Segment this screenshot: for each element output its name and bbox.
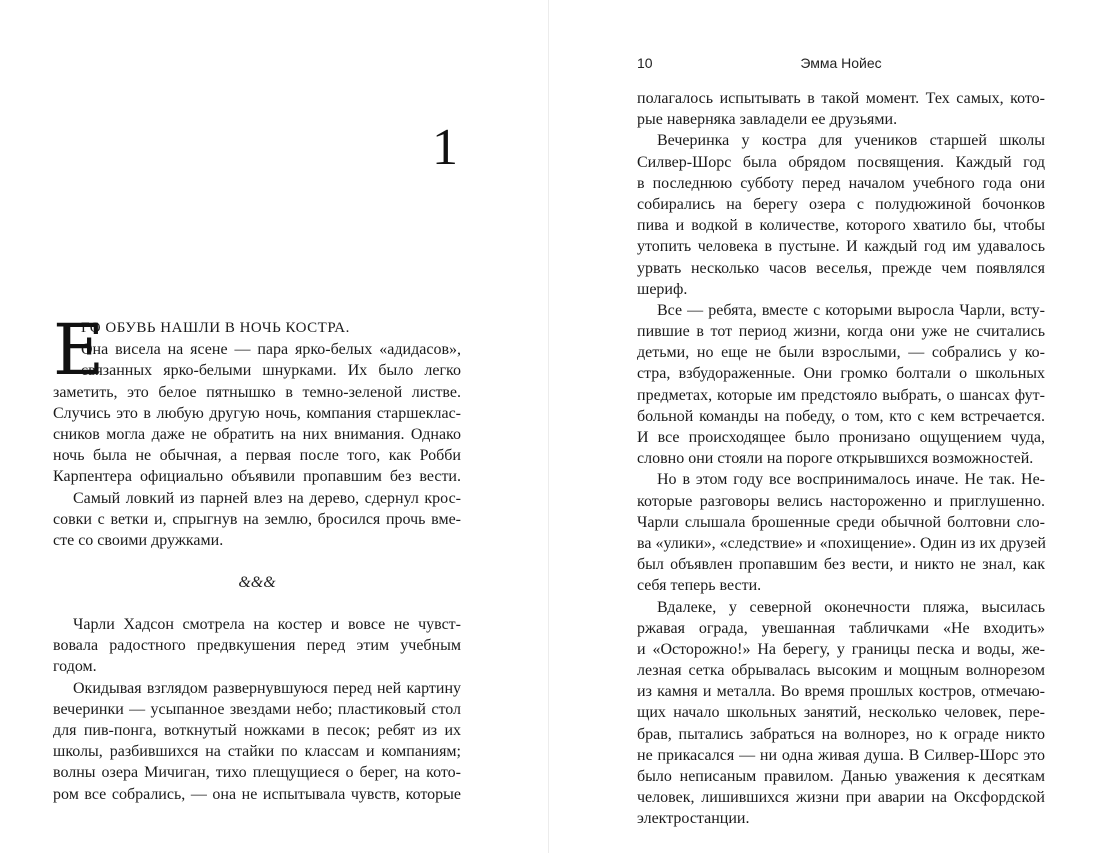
text-line: собирались на берегу озера с полудюжиной бочонков xyxy=(637,195,1045,213)
text-line: утопить человека в пустыне. И каждый год им удавалось xyxy=(637,238,1045,256)
text-line: в последнюю субботу перед началом учебного года они xyxy=(637,174,1045,192)
text-line: Она висела на ясене — пара ярко-белых «адидасов», xyxy=(81,341,461,359)
text-line: Вечеринка у костра для учеников старшей школы xyxy=(657,132,1045,150)
text-line: сте со своими дружками. xyxy=(53,531,224,549)
text-line: И все происходящее было пронизано ощущением чуда, xyxy=(637,429,1045,446)
text-line: школы, разбившихся на стайки по классам и компаниям; xyxy=(53,743,461,761)
text-line: Самый ловкий из парней влез на дерево, сдернул крос- xyxy=(73,489,461,507)
text-line: Но в этом году все воспринималось иначе. Не так. Не- xyxy=(657,471,1045,489)
text-line: щих начало школьных занятий, несколько человек, пере- xyxy=(637,704,1045,722)
text-line: себя теперь вести. xyxy=(637,577,762,595)
running-head xyxy=(637,55,1045,75)
text-line: которые разговоры велись настороженно и приглушенно. xyxy=(637,492,1045,510)
text-line: Карпентера официально объявили пропавшим без вести. xyxy=(53,468,461,486)
text-line: из камня и металла. Во время прошлых костров, отмечаю- xyxy=(637,683,1045,701)
text-line: словно они стояли на пороге открывшихся возможностей. xyxy=(637,450,1034,468)
text-line: электростанции. xyxy=(637,810,750,828)
text-line: предметах, которые им предстояло выбрать, о шансах фут- xyxy=(637,386,1045,404)
text-line: годом. xyxy=(53,658,97,676)
text-line: Силвер-Шорс была обрядом посвящения. Каждый год xyxy=(637,153,1045,171)
text-line: Окидывая взглядом развернувшуюся перед ней картину xyxy=(73,679,461,697)
text-line: лезная сетка обрывалась высоким и мощным волнорезом xyxy=(637,662,1045,680)
author-name: Эмма Нойес xyxy=(800,55,882,71)
text-line: пива и водкой в количестве, которого хватило бы, чтобы xyxy=(637,217,1045,235)
text-line: Чарли слышала брошенные среди обычной болтовни сло- xyxy=(637,513,1045,531)
chapter-opening xyxy=(53,309,461,488)
chapter-number: 1 xyxy=(432,119,458,176)
text-line: совки с ветки и, спрыгнув на землю, бросился прочь вме- xyxy=(53,510,461,528)
right-page-text xyxy=(637,88,1045,830)
text-line: и «Осторожно!» На берегу, у границы песка и воды, же- xyxy=(637,640,1045,658)
text-line: ржавая ограда, увешанная табличками «Не входить» xyxy=(637,619,1045,637)
text-line: ночь была не обычная, а первая после того, как Робби xyxy=(53,447,461,465)
text-line: Вдалеке, у северной оконечности пляжа, высилась xyxy=(657,598,1045,616)
text-line: вовала радостного предвкушения перед этим учебным xyxy=(53,637,461,655)
text-line: для пив-понга, воткнутый ножками в песок; ребят из их xyxy=(53,722,461,739)
text-line: детьми, но еще не были взрослыми, — собрались у ко- xyxy=(637,344,1045,362)
text-line: человек, лишившихся жизни при аварии на Оксфордской xyxy=(637,789,1045,807)
text-line: вечеринки — усыпанное звездами небо; пластиковый стол xyxy=(53,700,461,718)
text-line: Чарли Хадсон смотрела на костер и вовсе не чувст- xyxy=(73,616,461,634)
text-line: ва «улики», «следствие» и «похищение». Один из их друзей xyxy=(637,534,1046,552)
text-line: шериф. xyxy=(637,280,688,298)
text-line: был объявлен пропавшим без вести, и никто не знал, как xyxy=(637,556,1045,574)
text-line: было неписаным правилом. Данью уважения к десяткам xyxy=(637,768,1045,785)
drop-cap: Е xyxy=(53,309,105,391)
text-line: связанных ярко-белыми шнурками. Их было легко xyxy=(81,362,461,380)
text-line: больной команды на победу, о том, кто с кем встречается. xyxy=(637,407,1045,425)
text-line: Все — ребята, вместе с которыми выросла Чарли, всту- xyxy=(657,301,1045,319)
text-line: брав, пытались забраться на волнорез, но к ограде никто xyxy=(637,725,1045,743)
text-line: пившие в тот период жизни, когда они уже не считались xyxy=(637,323,1045,341)
page-number: 10 xyxy=(637,55,653,71)
text-line: урвать несколько часов веселья, прежде чем появлялся xyxy=(637,259,1045,277)
text-line: волны озера Мичиган, тихо плещущиеся о берег, на кото- xyxy=(53,764,461,782)
section-ornament: &&& xyxy=(238,574,276,592)
text-line: ром все собрались, — она не испытывала чувств, которые xyxy=(53,785,461,803)
text-line: рые наверняка завладели ее друзьями. xyxy=(637,111,898,129)
opening-line: ГО ОБУВЬ НАШЛИ В НОЧЬ КОСТРА. xyxy=(81,320,350,336)
text-line: Случись это в любую другую ночь, компания старшеклас- xyxy=(53,404,461,422)
text-line: не прикасался — ни одна живая душа. В Силвер-Шорс это xyxy=(637,746,1045,764)
text-line: стра, взбудораженные. Они громко болтали о школьных xyxy=(637,365,1045,383)
left-page-text xyxy=(53,309,461,805)
text-line: полагалось испытывать в такой момент. Тех самых, кото- xyxy=(637,90,1045,107)
text-line: сников могла даже не обратить на них внимания. Однако xyxy=(53,425,461,443)
text-line: заметить, это белое пятнышко в темно-зеленой листве. xyxy=(53,383,461,401)
